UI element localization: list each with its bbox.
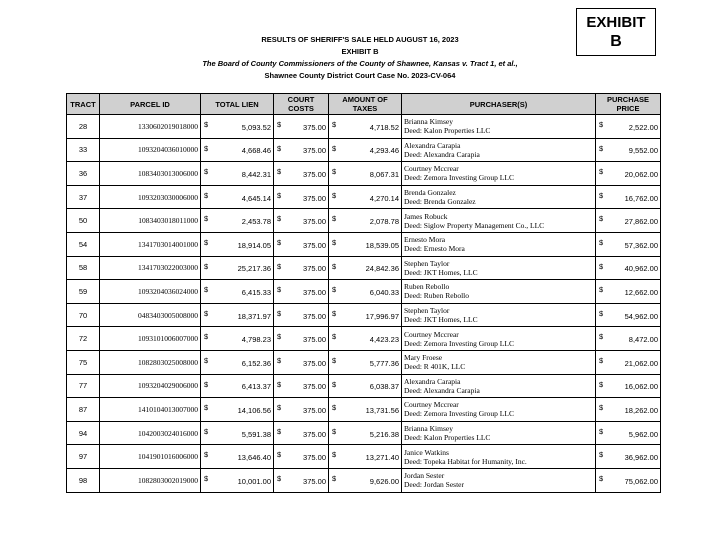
case-number: Shawnee County District Court Case No. 2023-CV-064 <box>264 71 456 80</box>
total-lien-cell: $ 6,413.37 <box>201 374 274 398</box>
total-lien-cell: $ 25,217.36 <box>201 256 274 280</box>
table-row <box>67 185 661 209</box>
total-lien-cell: $ 6,415.33 <box>201 280 274 304</box>
purchase-price-cell: $ 12,662.00 <box>596 280 661 304</box>
total-lien-cell: $ 18,914.05 <box>201 232 274 256</box>
court-costs-cell: $ 375.00 <box>274 445 329 469</box>
court-costs-cell: $ 375.00 <box>274 374 329 398</box>
table-row <box>67 303 661 327</box>
parcel-id-cell: 1093101006007000 <box>100 327 201 351</box>
court-costs-cell: $ 375.00 <box>274 350 329 374</box>
table-row <box>67 398 661 422</box>
col-header-purchase-price: PURCHASE PRICE <box>596 94 661 115</box>
sale-results-table <box>66 93 661 493</box>
purchaser-cell: Courtney Mccrear Deed: Zemora Investing Group LLC <box>402 162 596 186</box>
purchase-price-cell: $ 27,862.00 <box>596 209 661 233</box>
parcel-id-cell: 1093203030006000 <box>100 185 201 209</box>
tract-cell: 77 <box>67 374 100 398</box>
purchase-price-cell: $ 18,262.00 <box>596 398 661 422</box>
purchase-price-cell: $ 16,762.00 <box>596 185 661 209</box>
court-costs-cell: $ 375.00 <box>274 327 329 351</box>
total-lien-cell: $ 14,106.56 <box>201 398 274 422</box>
purchase-price-cell: $ 9,552.00 <box>596 138 661 162</box>
total-lien-cell: $ 4,645.14 <box>201 185 274 209</box>
taxes-cell: $ 8,067.31 <box>329 162 402 186</box>
total-lien-cell: $ 6,152.36 <box>201 350 274 374</box>
purchase-price-cell: $ 8,472.00 <box>596 327 661 351</box>
purchase-price-cell: $ 54,962.00 <box>596 303 661 327</box>
table-row <box>67 327 661 351</box>
parcel-id-cell: 1093204036024000 <box>100 280 201 304</box>
purchase-price-cell: $ 16,062.00 <box>596 374 661 398</box>
court-costs-cell: $ 375.00 <box>274 398 329 422</box>
table-row <box>67 232 661 256</box>
taxes-cell: $ 9,626.00 <box>329 468 402 492</box>
exhibit-letter: B <box>610 33 622 50</box>
tract-cell: 94 <box>67 421 100 445</box>
table-row <box>67 468 661 492</box>
taxes-cell: $ 4,270.14 <box>329 185 402 209</box>
purchase-price-cell: $ 75,062.00 <box>596 468 661 492</box>
taxes-cell: $ 17,996.97 <box>329 303 402 327</box>
purchaser-cell: Stephen Taylor Deed: JKT Homes, LLC <box>402 303 596 327</box>
taxes-cell: $ 6,038.37 <box>329 374 402 398</box>
purchaser-cell: Brianna Kimsey Deed: Kalon Properties LLC <box>402 115 596 139</box>
col-header-parcel-id: PARCEL ID <box>100 94 201 115</box>
tract-cell: 36 <box>67 162 100 186</box>
col-header-total-lien: TOTAL LIEN <box>201 94 274 115</box>
purchase-price-cell: $ 2,522.00 <box>596 115 661 139</box>
purchaser-cell: Ruben Rebollo Deed: Ruben Rebollo <box>402 280 596 304</box>
purchaser-cell: Janice Watkins Deed: Topeka Habitat for Humanity, Inc. <box>402 445 596 469</box>
parcel-id-cell: 1341703022003000 <box>100 256 201 280</box>
total-lien-cell: $ 4,668.46 <box>201 138 274 162</box>
table-row <box>67 138 661 162</box>
tract-cell: 72 <box>67 327 100 351</box>
purchase-price-cell: $ 5,962.00 <box>596 421 661 445</box>
parcel-id-cell: 1093204036010000 <box>100 138 201 162</box>
parcel-id-cell: 1330602019018000 <box>100 115 201 139</box>
purchase-price-cell: $ 20,062.00 <box>596 162 661 186</box>
tract-cell: 87 <box>67 398 100 422</box>
total-lien-cell: $ 13,646.40 <box>201 445 274 469</box>
court-costs-cell: $ 375.00 <box>274 115 329 139</box>
col-header-tract: TRACT <box>67 94 100 115</box>
tract-cell: 28 <box>67 115 100 139</box>
purchaser-cell: Courtney Mccrear Deed: Zemora Investing Group LLC <box>402 327 596 351</box>
table-row <box>67 445 661 469</box>
parcel-id-cell: 1042003024016000 <box>100 421 201 445</box>
total-lien-cell: $ 8,442.31 <box>201 162 274 186</box>
court-costs-cell: $ 375.00 <box>274 421 329 445</box>
total-lien-cell: $ 18,371.97 <box>201 303 274 327</box>
total-lien-cell: $ 5,591.38 <box>201 421 274 445</box>
parcel-id-cell: 1082803025008000 <box>100 350 201 374</box>
purchaser-cell: Brianna Kimsey Deed: Kalon Properties LLC <box>402 421 596 445</box>
tract-cell: 98 <box>67 468 100 492</box>
taxes-cell: $ 18,539.05 <box>329 232 402 256</box>
table-row <box>67 374 661 398</box>
tract-cell: 33 <box>67 138 100 162</box>
purchaser-cell: Brenda Gonzalez Deed: Brenda Gonzalez <box>402 185 596 209</box>
table-row <box>67 421 661 445</box>
purchaser-cell: Alexandra Carapia Deed: Alexandra Carapia <box>402 138 596 162</box>
taxes-cell: $ 4,423.23 <box>329 327 402 351</box>
table-row <box>67 350 661 374</box>
parcel-id-cell: 1083403018011000 <box>100 209 201 233</box>
taxes-cell: $ 13,271.40 <box>329 445 402 469</box>
parcel-id-cell: 0483403005008000 <box>100 303 201 327</box>
col-header-purchasers: PURCHASER(S) <box>402 94 596 115</box>
purchaser-cell: Alexandra Carapia Deed: Alexandra Carapia <box>402 374 596 398</box>
taxes-cell: $ 5,777.36 <box>329 350 402 374</box>
total-lien-cell: $ 4,798.23 <box>201 327 274 351</box>
col-header-amount-of-taxes: AMOUNT OF TAXES <box>329 94 402 115</box>
court-costs-cell: $ 375.00 <box>274 162 329 186</box>
taxes-cell: $ 5,216.38 <box>329 421 402 445</box>
total-lien-cell: $ 10,001.00 <box>201 468 274 492</box>
court-costs-cell: $ 375.00 <box>274 280 329 304</box>
taxes-cell: $ 13,731.56 <box>329 398 402 422</box>
total-lien-cell: $ 2,453.78 <box>201 209 274 233</box>
parcel-id-cell: 1082803002019000 <box>100 468 201 492</box>
purchase-price-cell: $ 21,062.00 <box>596 350 661 374</box>
total-lien-cell: $ 5,093.52 <box>201 115 274 139</box>
court-costs-cell: $ 375.00 <box>274 232 329 256</box>
parcel-id-cell: 1041901016006000 <box>100 445 201 469</box>
purchaser-cell: James Robuck Deed: Siglow Property Management Co., LLC <box>402 209 596 233</box>
taxes-cell: $ 4,718.52 <box>329 115 402 139</box>
table-row <box>67 280 661 304</box>
tract-cell: 70 <box>67 303 100 327</box>
parcel-id-cell: 1093204029006000 <box>100 374 201 398</box>
tract-cell: 75 <box>67 350 100 374</box>
purchaser-cell: Stephen Taylor Deed: JKT Homes, LLC <box>402 256 596 280</box>
purchase-price-cell: $ 40,962.00 <box>596 256 661 280</box>
tract-cell: 97 <box>67 445 100 469</box>
exhibit-subtitle: EXHIBIT B <box>341 47 379 56</box>
tract-cell: 59 <box>67 280 100 304</box>
table-row <box>67 209 661 233</box>
tract-cell: 50 <box>67 209 100 233</box>
purchaser-cell: Mary Froese Deed: R 401K, LLC <box>402 350 596 374</box>
exhibit-label: EXHIBIT <box>586 14 646 31</box>
purchaser-cell: Ernesto Mora Deed: Ernesto Mora <box>402 232 596 256</box>
purchaser-cell: Courtney Mccrear Deed: Zemora Investing Group LLC <box>402 398 596 422</box>
court-costs-cell: $ 375.00 <box>274 185 329 209</box>
purchase-price-cell: $ 36,962.00 <box>596 445 661 469</box>
court-costs-cell: $ 375.00 <box>274 468 329 492</box>
taxes-cell: $ 2,078.78 <box>329 209 402 233</box>
court-costs-cell: $ 375.00 <box>274 303 329 327</box>
sale-title: RESULTS OF SHERIFF'S SALE HELD AUGUST 16, 2023 <box>261 35 459 44</box>
tract-cell: 54 <box>67 232 100 256</box>
taxes-cell: $ 6,040.33 <box>329 280 402 304</box>
taxes-cell: $ 4,293.46 <box>329 138 402 162</box>
purchaser-cell: Jordan Sester Deed: Jordan Sester <box>402 468 596 492</box>
parcel-id-cell: 1341703014001000 <box>100 232 201 256</box>
case-caption: The Board of County Commissioners of the County of Shawnee, Kansas v. Tract 1, et al., <box>202 59 518 68</box>
tract-cell: 37 <box>67 185 100 209</box>
court-costs-cell: $ 375.00 <box>274 256 329 280</box>
purchase-price-cell: $ 57,362.00 <box>596 232 661 256</box>
tract-cell: 58 <box>67 256 100 280</box>
court-costs-cell: $ 375.00 <box>274 209 329 233</box>
col-header-court-costs: COURT COSTS <box>274 94 329 115</box>
parcel-id-cell: 1410104013007000 <box>100 398 201 422</box>
table-row <box>67 162 661 186</box>
table-row <box>67 256 661 280</box>
parcel-id-cell: 1083403013006000 <box>100 162 201 186</box>
court-costs-cell: $ 375.00 <box>274 138 329 162</box>
taxes-cell: $ 24,842.36 <box>329 256 402 280</box>
table-header-row <box>67 94 661 115</box>
table-row <box>67 115 661 139</box>
